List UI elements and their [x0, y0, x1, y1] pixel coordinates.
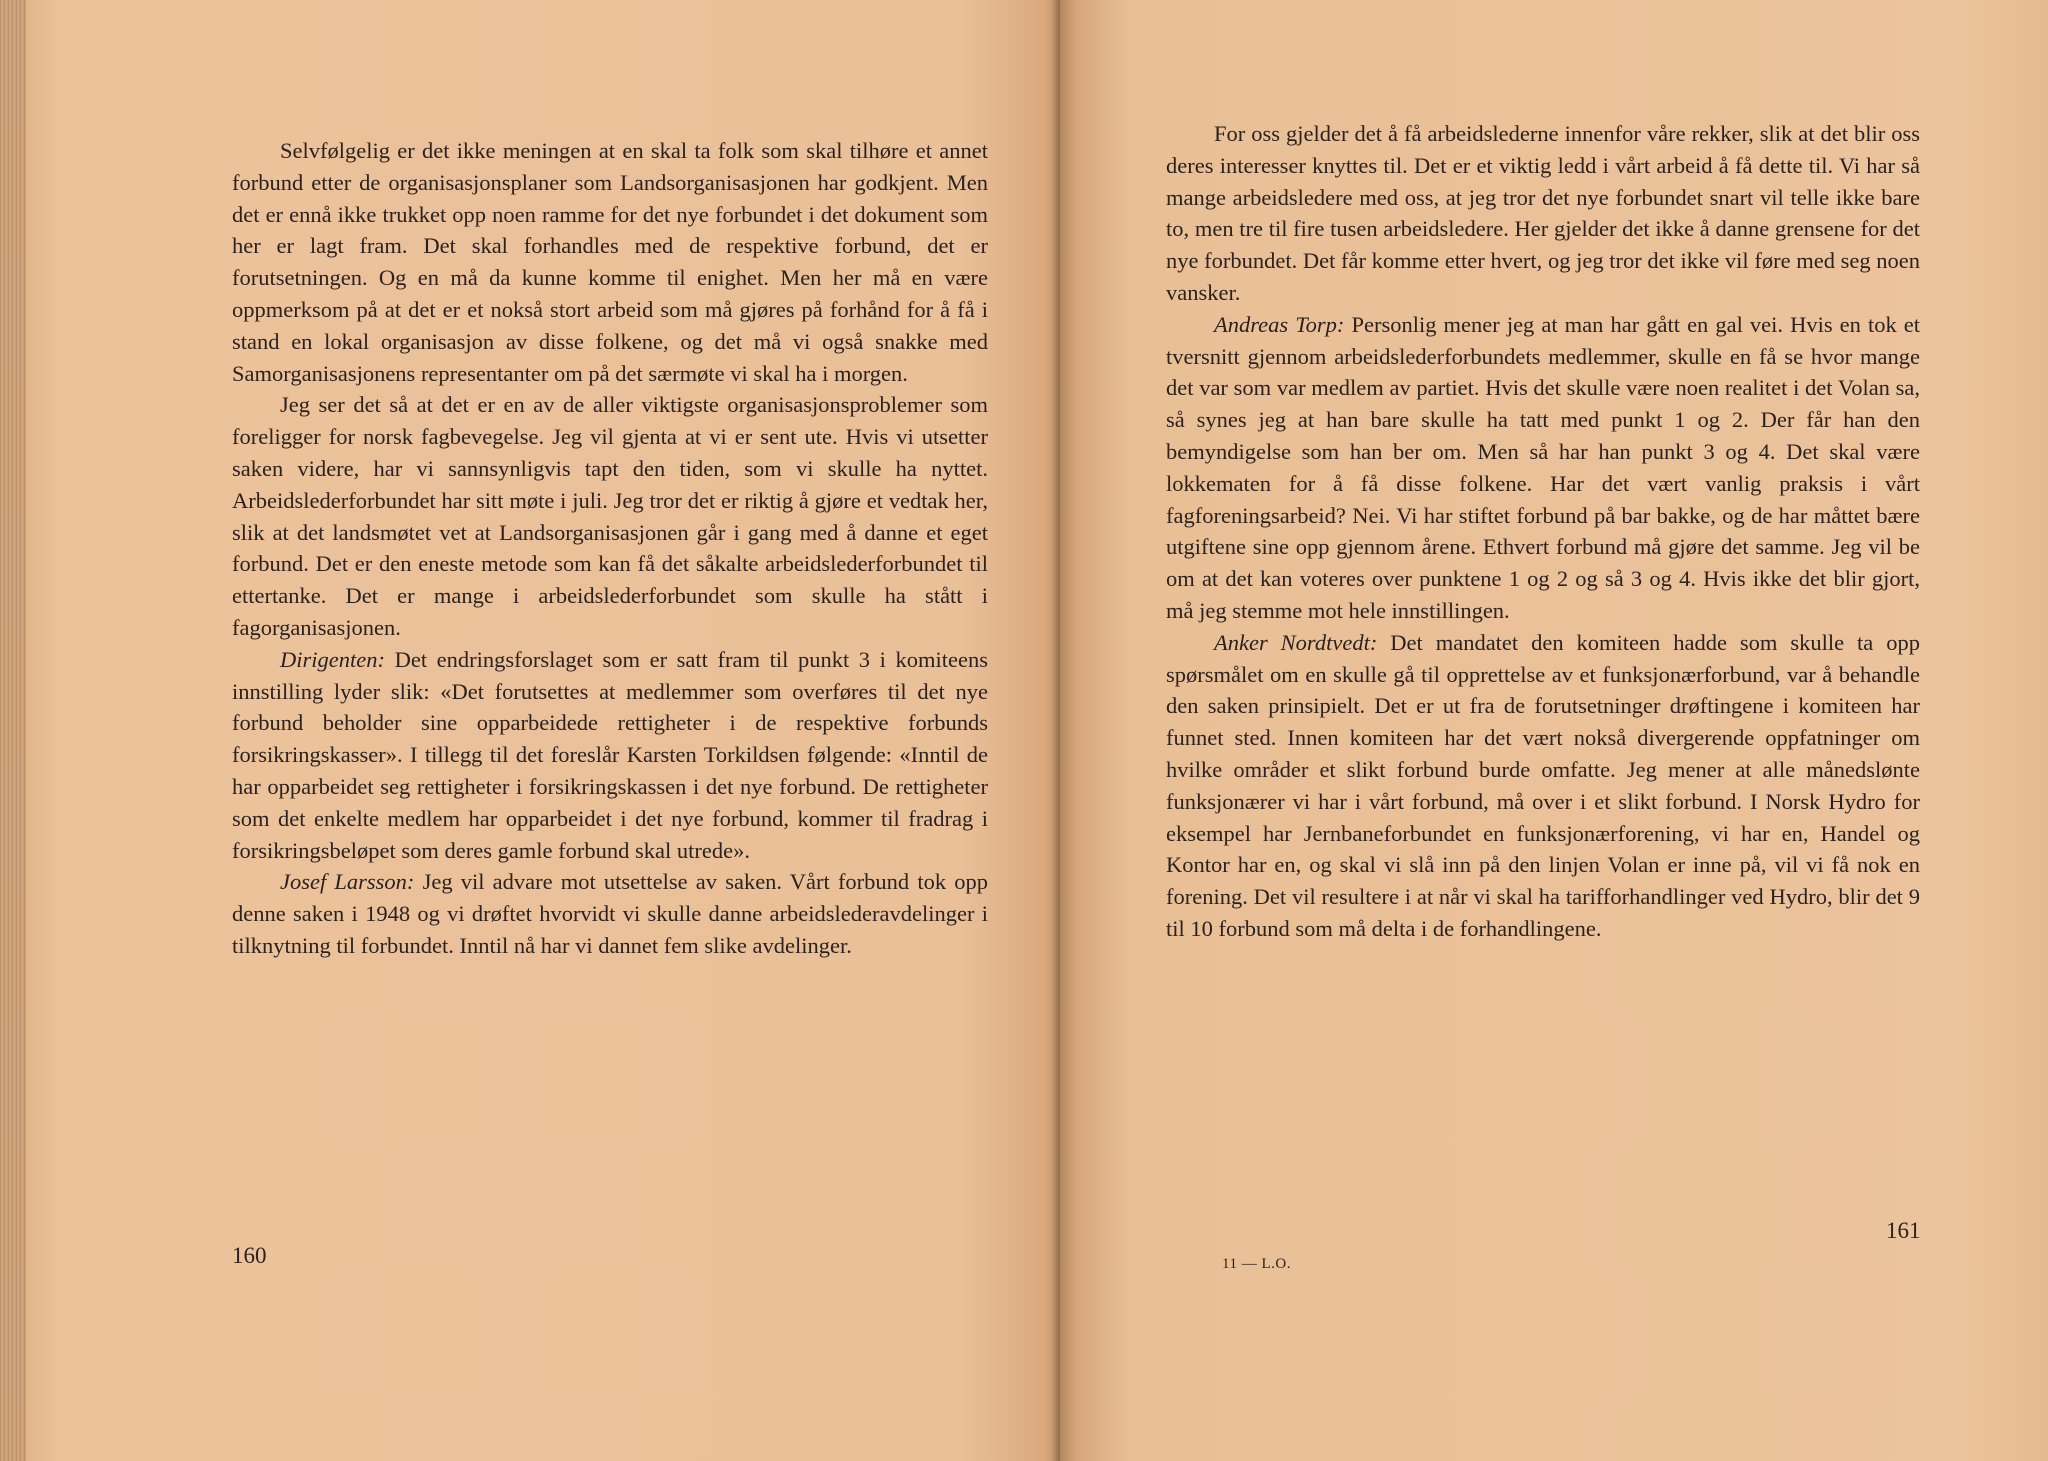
left-text-column [232, 135, 988, 962]
paragraph-text: Jeg ser det så at det er en av de aller viktigste organisasjonsproblemer som foreligger for norsk fagbevegelse. Jeg vil gjenta at vi er sent ute. Hvis vi utsetter saken videre, har vi sannsynligvis tapt den tiden, som vi skulle ha nyttet. Arbeidslederforbundet har sitt møte i juli. Jeg tror det er riktig å gjøre et vedtak her, slik at det landsmøtet vet at Landsorganisasjonen går i gang med å danne et eget forbund. Det er den eneste metode som kan få det såkalte arbeidslederforbundet til ettertanke. Det er mange i arbeidslederforbundet som skulle ha stått i fagorganisasjonen. [232, 392, 988, 640]
paragraph [232, 644, 988, 867]
paragraph [232, 135, 988, 389]
speaker-name: Andreas Torp: [1214, 311, 1345, 337]
page-number-right: 161 [1886, 1218, 1921, 1243]
paragraph [232, 389, 988, 643]
paragraph [1166, 309, 1920, 627]
page-number-left: 160 [232, 1243, 267, 1268]
signature-mark: 11 — L.O. [1222, 1256, 1291, 1272]
paragraph-text: Personlig mener jeg at man har gått en gal vei. Hvis en tok et tversnitt gjennom arbeidslederforbundets medlemmer, skulle en få se hvor mange det var som var medlem av partiet. Hvis det skulle være noen realitet i det Volan sa, så synes jeg at han bare skulle ha tatt med punkt 1 og 2. Der får han den bemyndigelse som han ber om. Men så har han punkt 3 og 4. Det skal være lokkematen for å få disse folkene. Har det vært vanlig praksis i vårt fagforeningsarbeid? Nei. Vi har stiftet forbund på bar bakke, og de har måttet bære utgiftene sine opp gjennom årene. Ethvert forbund må gjøre det samme. Jeg vil be om at det kan voteres over punktene 1 og 2 og så 3 og 4. Hvis ikke det blir gjort, må jeg stemme mot hele innstillingen. [1166, 311, 1921, 623]
speaker-name: Josef Larsson: [280, 869, 415, 895]
paragraph [1166, 627, 1920, 945]
paragraph [232, 866, 988, 961]
paragraph-text: For oss gjelder det å få arbeidslederne innenfor våre rekker, slik at det blir oss deres interesser knyttes til. Det er et viktig ledd i vårt arbeid å få dette til. Vi har så mange arbeidsledere med oss, at jeg tror det nye forbundet snart vil telle ikke bare to, men tre til fire tusen arbeidsledere. Her gjelder det ikke å danne grensene for det nye forbundet. Det får komme etter hvert, og jeg tror det ikke vil føre med seg noen vansker. [1166, 121, 1920, 305]
right-text-column [1166, 118, 1920, 945]
page-edges [0, 0, 26, 1461]
speaker-name: Anker Nordtvedt: [1214, 629, 1378, 655]
speaker-name: Dirigenten: [280, 646, 385, 672]
paragraph-text: Jeg vil advare mot utsettelse av saken. Vårt forbund tok opp denne saken i 1948 og vi drøftet hvorvidt vi skulle danne arbeidslederavdelinger i tilknytning til forbundet. Inntil nå har vi dannet fem slike avdelinger. [232, 869, 988, 958]
paragraph-text: Det endringsforslaget som er satt fram til punkt 3 i komiteens innstilling lyder slik: «Det forutsettes at medlemmer som overføres til det nye forbund beholder sine opparbeidede rettigheter i de respektive forbunds forsikringskasser». I tillegg til det foreslår Karsten Torkildsen følgende: «Inntil de har opparbeidet seg rettigheter i forsikringskassen i det nye forbund. De rettigheter som det enkelte medlem har opparbeidet i det nye forbund, kommer til fradrag i forsikringsbeløpet som deres gamle forbund skal utrede». [232, 646, 988, 863]
paragraph [1166, 118, 1920, 309]
paragraph-text: Selvfølgelig er det ikke meningen at en skal ta folk som skal tilhøre et annet forbund etter de organisasjonsplaner som Landsorganisasjonen har godkjent. Men det er ennå ikke trukket opp noen ramme for det nye forbundet i det dokument som her er lagt fram. Det skal forhandles med de respektive forbund, det er forutsetningen. Og en må da kunne komme til enighet. Men her må en være oppmerksom på at det er et nokså stort arbeid som må gjøres på forhånd for å få i stand en lokal organisasjon av disse folkene, og det må vi også snakke med Samorganisasjonens representanter om på det særmøte vi skal ha i morgen. [232, 138, 988, 386]
paragraph-text: Det mandatet den komiteen hadde som skulle ta opp spørsmålet om en skulle gå til opprettelse av et funksjonærforbund, var å behandle den saken prinsipielt. Det er ut fra de forutsetninger drøftingene i komiteen har funnet sted. Innen komiteen har det vært nokså divergerende oppfatninger om hvilke områder et slikt forbund burde omfatte. Jeg mener at alle månedslønte funksjonærer vi har i vårt forbund, må over i et slikt forbund. I Norsk Hydro for eksempel har Jernbaneforbundet en funksjonærforening, vi har en, Handel og Kontor har en, og skal vi slå inn på den linjen Volan er inne på, vil vi få nok en forening. Det vil resultere i at når vi skal ha tarifforhandlinger ved Hydro, blir det 9 til 10 forbund som må delta i de forhandlingene. [1166, 629, 1920, 941]
